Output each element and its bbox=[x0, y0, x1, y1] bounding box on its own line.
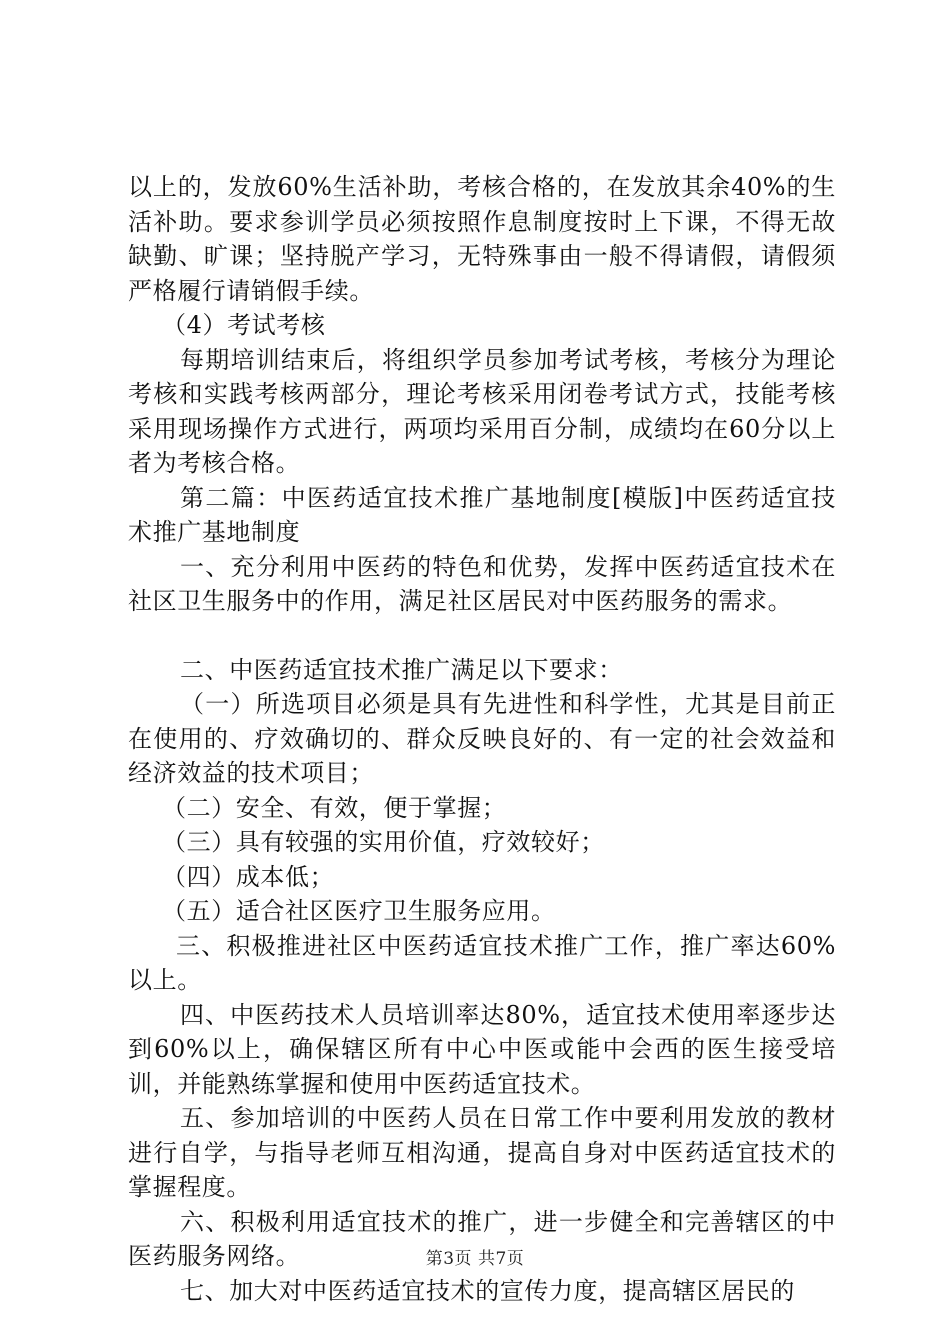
paragraph-item-six: 六、积极利用适宜技术的推广，进一步健全和完善辖区的中医药服务网络。 bbox=[128, 1207, 836, 1270]
paragraph-item-two: 二、中医药适宜技术推广满足以下要求： bbox=[180, 655, 623, 684]
paragraph-item-three: 三、积极推进社区中医药适宜技术推广工作，推广率达60%以上。 bbox=[128, 931, 836, 994]
paragraph-sub-item-2: （二）安全、有效，便于掌握； bbox=[162, 793, 507, 822]
paragraph-sub-item-1: （一）所选项目必须是具有先进性和科学性，尤其是目前正在使用的、疗效确切的、群众反映良好的、有一定的社会效益和经济效益的技术项目； bbox=[128, 690, 836, 787]
page-number-footer: 第3页 共7页 bbox=[425, 1249, 525, 1269]
paragraph-part-two-title: 第二篇：中医药适宜技术推广基地制度[模版]中医药适宜技术推广基地制度 bbox=[128, 483, 836, 546]
paragraph-sub-item-5: （五）适合社区医疗卫生服务应用。 bbox=[162, 897, 556, 925]
paragraph-sub-item-4: （四）成本低； bbox=[162, 862, 335, 891]
document-body bbox=[128, 170, 836, 1308]
paragraph-subsidy-rules: 以上的，发放60%生活补助，考核合格的，在发放其余40%的生活补助。要求参训学员必须按照作息制度按时上下课，不得无故缺勤、旷课；坚持脱产学习，无特殊事由一般不得请假，请假须严格履行请销假手续。 bbox=[128, 173, 836, 305]
paragraph-item-one: 一、充分利用中医药的特色和优势，发挥中医药适宜技术在社区卫生服务中的作用，满足社区居民对中医药服务的需求。 bbox=[128, 552, 836, 615]
paragraph-sub-item-3: （三）具有较强的实用价值，疗效较好； bbox=[162, 828, 605, 856]
paragraph-heading-exam: （4）考试考核 bbox=[162, 311, 326, 339]
paragraph-item-seven: 七、加大对中医药适宜技术的宣传力度，提高辖区居民的 bbox=[180, 1276, 795, 1305]
paragraph-item-four: 四、中医药技术人员培训率达80%，适宜技术使用率逐步达到60%以上，确保辖区所有中心中医或能中会西的医生接受培训，并能熟练掌握和使用中医药适宜技术。 bbox=[128, 1000, 836, 1098]
paragraph-exam-details: 每期培训结束后，将组织学员参加考试考核，考核分为理论考核和实践考核两部分，理论考核采用闭卷考试方式，技能考核采用现场操作方式进行，两项均采用百分制，成绩均在60分以上者为考核合格。 bbox=[128, 345, 836, 477]
paragraph-item-five: 五、参加培训的中医药人员在日常工作中要利用发放的教材进行自学，与指导老师互相沟通，提高自身对中医药适宜技术的掌握程度。 bbox=[128, 1104, 836, 1201]
